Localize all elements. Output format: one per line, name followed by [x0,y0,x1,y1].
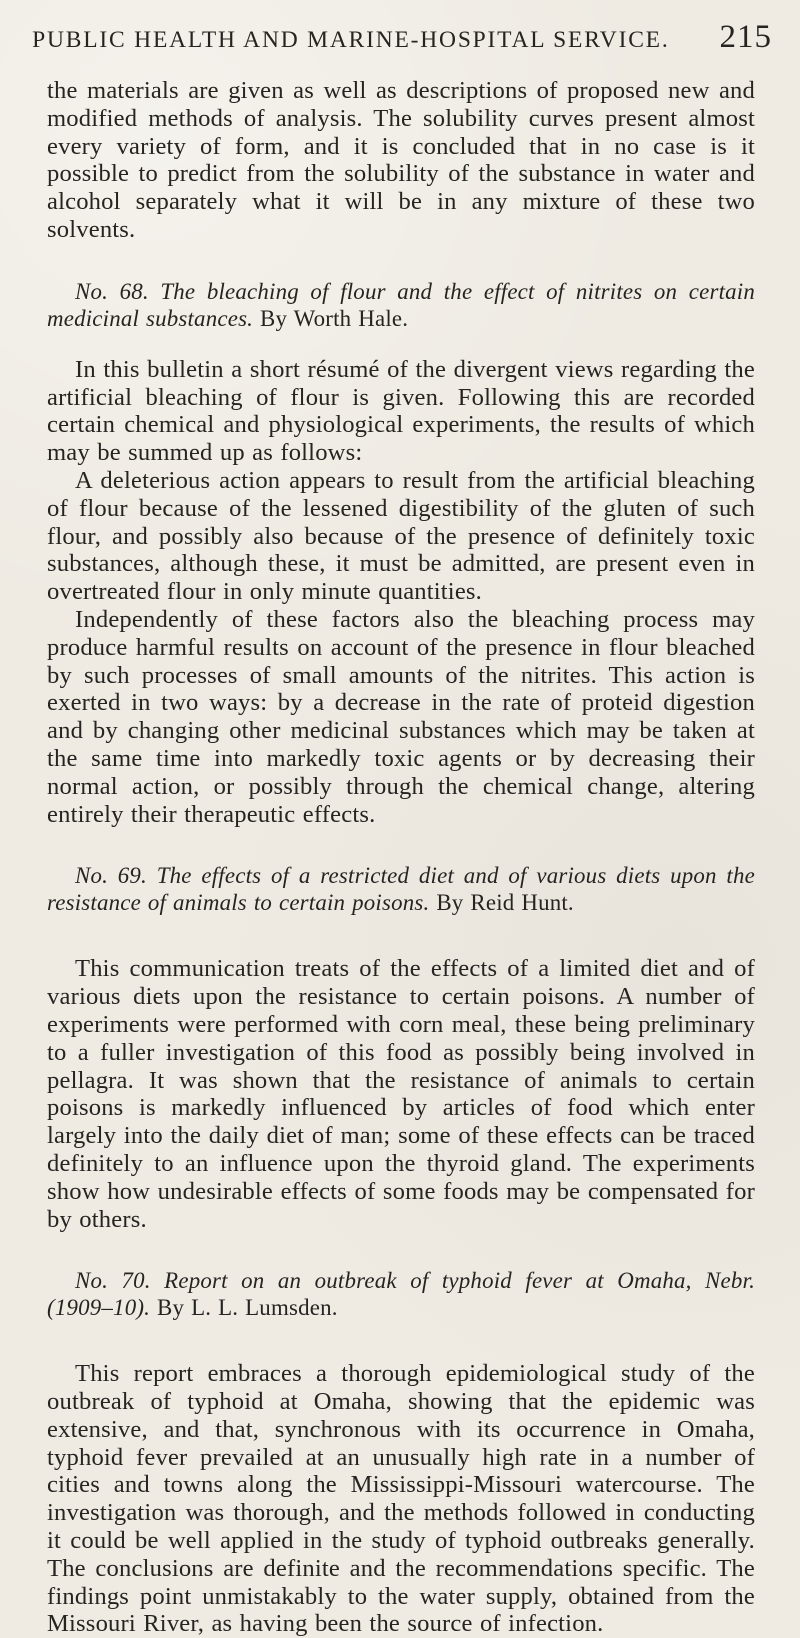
bulletin-68-title-text: No. 68. The bleaching of flour and the effect of nitrites on certain medicinal substances. [47,278,755,331]
page-content [47,77,755,1638]
bulletin-69-author: By Reid Hunt. [436,890,574,916]
continued-paragraph: the materials are given as well as descriptions of proposed new and modified methods of analysis. The solubility curves present almost every variety of form, and it is concluded that in no case is it possible to predict from the solubility of the substance in water and alcohol separately what it will be in any mixture of these two solvents. [47,77,755,243]
bulletin-68-title [47,278,755,332]
bulletin-69-title [47,862,755,916]
bulletin-68-paragraph-2: A deleterious action appears to result from the artificial bleaching of flour because of the lessened digestibility of the gluten of such flour, and possibly also because of the presence of definitely toxic substances, although these, it must be admitted, are present even in overtreated flour in only minute quantities. [47,466,755,606]
page-number: 215 [719,19,772,55]
bulletin-68-paragraph-1: In this bulletin a short résumé of the divergent views regarding the artificial bleaching of flour is given. Following this are recorded certain chemical and physiological experiments, the results of which may be summed up as follows: [47,355,755,467]
running-head [32,10,772,55]
bulletin-68-paragraph-3: Independently of these factors also the bleaching process may produce harmful results on account of the presence in flour bleached by such processes of small amounts of the nitrites. This action is exerted in two ways: by a decrease in the rate of proteid digestion and by changing other medicinal substances which may be taken at the same time into markedly toxic agents or by decreasing their normal action, or possibly through the chemical change, altering entirely their therapeutic effects. [47,605,755,828]
bulletin-70-paragraph-1: This report embraces a thorough epidemiological study of the outbreak of typhoid at Omaha, showing that the epidemic was extensive, and that, synchronous with its occurrence in Omaha, typhoid fever prevailed at an unusually high rate in a number of cities and towns along the Mississippi-Missouri watercourse. The investigation was thorough, and the methods followed in conducting it could be well applied in the study of typhoid outbreaks generally. The conclusions are definite and the recommendations specific. The findings point unmistakably to the water supply, obtained from the Missouri River, as having been the source of infection. [47,1360,755,1638]
bulletin-69-paragraph-1: This communication treats of the effects of a limited diet and of various diets upon the resistance to certain poisons. A number of experiments were performed with corn meal, these being preliminary to a fuller investigation of this food as possibly being involved in pellagra. It was shown that the resistance of animals to certain poisons is markedly influenced by articles of food which enter largely into the daily diet of man; some of these effects can be traced definitely to an influence upon the thyroid gland. The experiments show how undesirable effects of some foods may be compensated for by others. [47,955,755,1233]
bulletin-70-title [47,1267,755,1321]
bulletin-69-title-text: No. 69. The effects of a restricted diet and of various diets upon the resistance of animals to certain poisons. [47,863,755,916]
bulletin-70-author: By L. L. Lumsden. [157,1295,338,1321]
running-title: PUBLIC HEALTH AND MARINE-HOSPITAL SERVICE. [32,27,670,53]
bulletin-68-author: By Worth Hale. [260,305,409,331]
bulletin-70-title-text: No. 70. Report on an outbreak of typhoid fever at Omaha, Nebr. (1909–10). [47,1268,755,1321]
